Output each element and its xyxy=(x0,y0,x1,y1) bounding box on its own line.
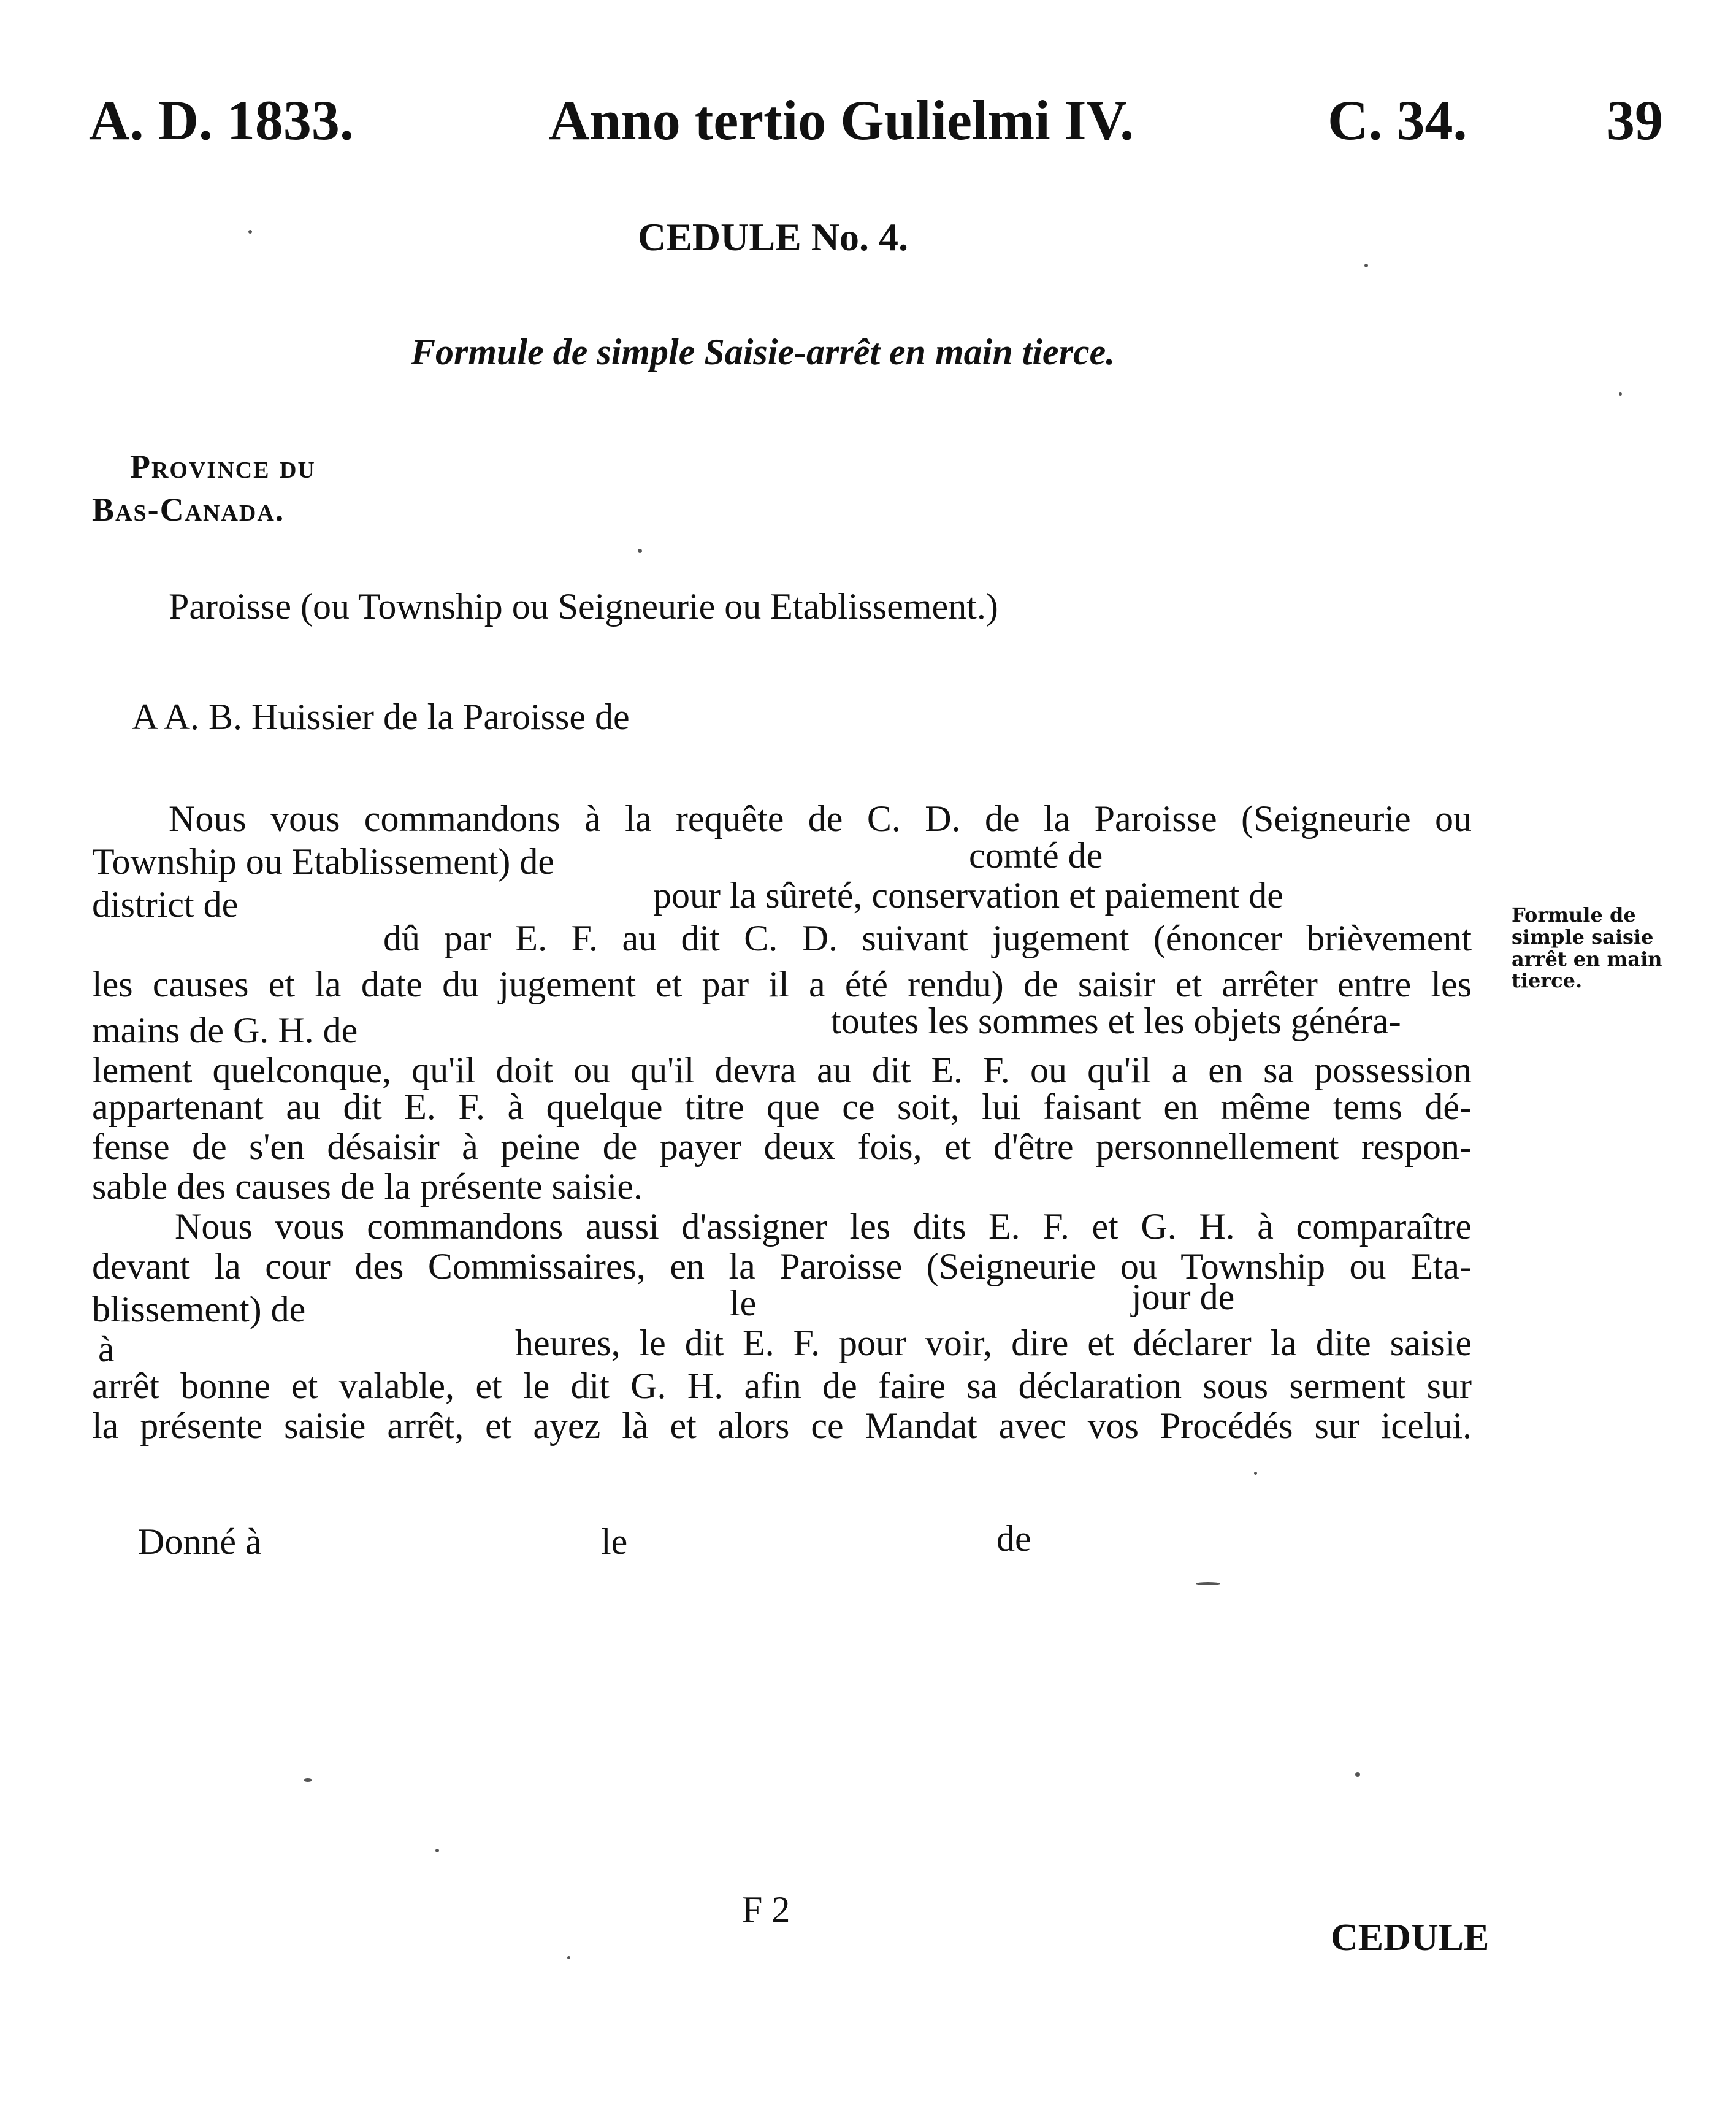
province-line-1: Province du xyxy=(130,448,316,485)
p1-line-9: fense de s'en désaisir à peine de payer deux fois, et d'être personnellement respon- xyxy=(92,1126,1472,1167)
p1-line-2b: comté de xyxy=(969,835,1103,876)
p1-line-6b: toutes les sommes et les objets généra- xyxy=(831,1001,1401,1041)
parish-line: Paroisse (ou Township ou Seigneurie ou Etablissement.) xyxy=(169,586,998,627)
given-de-label: de xyxy=(996,1518,1031,1559)
header-year: A. D. 1833. xyxy=(89,89,354,151)
header-chapter: C. 34. xyxy=(1328,89,1467,151)
province-line-2: Bas-Canada. xyxy=(92,491,285,528)
bailiff-address: A A. B. Huissier de la Paroisse de xyxy=(132,697,630,737)
scan-speck xyxy=(1196,1582,1220,1585)
p1-line-6a: mains de G. H. de xyxy=(92,1010,358,1050)
scan-speck xyxy=(638,549,642,553)
scan-speck xyxy=(435,1849,439,1852)
scan-speck xyxy=(1364,264,1368,267)
p2-line-2: devant la cour des Commissaires, en la Paroisse (Seigneurie ou Township ou Eta- xyxy=(92,1246,1472,1286)
scan-speck xyxy=(1355,1772,1360,1777)
signature-mark: F 2 xyxy=(742,1889,790,1930)
p2-line-3a: blissement) de xyxy=(92,1289,306,1329)
p1-line-5: les causes et la date du jugement et par il a été rendu) de saisir et arrêter entre les xyxy=(92,964,1472,1004)
given-le-label: le xyxy=(601,1521,628,1562)
p2-line-3b: le xyxy=(730,1283,757,1323)
header-reign: Anno tertio Gulielmi IV. xyxy=(549,89,1134,151)
page-number: 39 xyxy=(1607,89,1663,151)
p2-line-1: Nous vous commandons aussi d'assigner les dits E. F. et G. H. à comparaître xyxy=(175,1206,1472,1247)
p2-line-5: arrêt bonne et valable, et le dit G. H. afin de faire sa déclaration sous serment sur xyxy=(92,1366,1472,1406)
schedule-title: CEDULE No. 4. xyxy=(638,215,908,259)
scan-speck xyxy=(304,1778,312,1782)
p1-line-8: appartenant au dit E. F. à quelque titre que ce soit, lui faisant en même tems dé- xyxy=(92,1087,1472,1127)
scan-speck xyxy=(248,230,252,234)
scan-speck xyxy=(1619,392,1622,396)
margin-note: Formule de simple saisie arrêt en main tierce. xyxy=(1512,903,1662,993)
p1-line-7: lement quelconque, qu'il doit ou qu'il devra au dit E. F. ou qu'il a en sa possession xyxy=(92,1050,1472,1090)
catchword: CEDULE xyxy=(1331,1917,1489,1959)
given-at-label: Donné à xyxy=(138,1521,262,1562)
p2-line-4b: heures, le dit E. F. pour voir, dire et déclarer la dite saisie xyxy=(515,1323,1472,1363)
p1-line-1: Nous vous commandons à la requête de C. D. de la Paroisse (Seigneurie ou xyxy=(169,798,1472,839)
form-title: Formule de simple Saisie-arrêt en main tierce. xyxy=(411,332,1115,372)
p2-line-3c: jour de xyxy=(1131,1277,1235,1317)
p1-line-4: dû par E. F. au dit C. D. suivant jugement (énoncer brièvement xyxy=(383,918,1472,958)
scan-speck xyxy=(567,1956,570,1959)
p2-line-6: la présente saisie arrêt, et ayez là et alors ce Mandat avec vos Procédés sur icelui. xyxy=(92,1405,1472,1446)
p1-line-2a: Township ou Etablissement) de xyxy=(92,841,555,882)
p1-line-10: sable des causes de la présente saisie. xyxy=(92,1166,643,1207)
p1-line-3a: district de xyxy=(92,884,239,925)
p1-line-3b: pour la sûreté, conservation et paiement de xyxy=(653,875,1283,916)
p2-line-4a: à xyxy=(98,1329,115,1369)
scan-speck xyxy=(1254,1472,1257,1475)
